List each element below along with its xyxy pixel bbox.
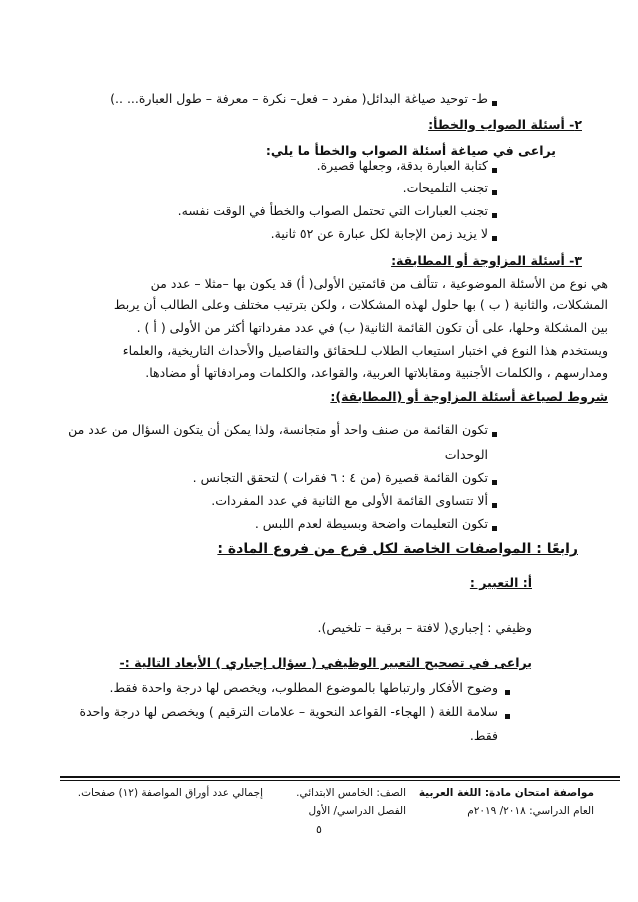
footer-rule-bottom <box>60 780 620 781</box>
bullet-icon <box>492 480 497 485</box>
section2-bullet-4: لا يزيد زمن الإجابة لكل عبارة عن ٥٢ ثانية. <box>270 226 488 241</box>
review-bullet-2-line-1: سلامة اللغة ( الهجاء- القواعد النحوية – علامات الترقيم ) ويخصص لها درجة واحدة <box>79 704 498 719</box>
review-heading: يراعى في تصحيح التعبير الوظيفي ( سؤال إجباري ) الأبعاد التالية :- <box>119 655 532 670</box>
conditions-bullet-1-line-1: تكون القائمة من صنف واحد أو متجانسة، ولذا يمكن أن يتكون السؤال من عدد من <box>68 422 488 437</box>
footer-grade: الصف: الخامس الابتدائي. <box>296 787 406 799</box>
bullet-icon <box>492 213 497 218</box>
footer-rule-top <box>60 776 620 778</box>
footer-spec-title: مواصفة امتحان مادة: اللغة العربية <box>418 787 594 799</box>
section3-para-line-5: ومدارسهم ، والكلمات الأجنبية ومقابلاتها العربية، والقواعد، والكلمات ومرادفاتها أو مضادها. <box>145 365 608 380</box>
footer-term: الفصل الدراسي/ الأول <box>308 805 406 817</box>
bullet-icon <box>505 690 510 695</box>
section4-sub-a: أ: التعبير : <box>469 575 532 590</box>
section4-heading: رابعًا : المواصفات الخاصة لكل فرع من فروع المادة : <box>217 541 578 557</box>
bullet-icon <box>492 190 497 195</box>
section3-para-line-4: ويستخدم هذا النوع في اختبار استيعاب الطلاب لـلحقائق والتفاصيل والأحداث التاريخية، والعلماء <box>122 343 608 358</box>
conditions-heading: شروط لصياغة أسئلة المزاوجة أو (المطابقة): <box>330 389 608 404</box>
page-number: ٥ <box>316 823 322 836</box>
footer-year: العام الدراسي: ٢٠١٨/ ٢٠١٩م <box>467 805 594 817</box>
functional-expression: وظيفي : إجباري( لافتة – برقية – تلخيص). <box>317 620 532 635</box>
section2-heading: ٢- أسئلة الصواب والخطأ: <box>428 117 582 132</box>
conditions-bullet-1-line-2: الوحدات <box>444 447 488 462</box>
bullet-icon <box>492 168 497 173</box>
item-ta: ط- توحيد صياغة البدائل( مفرد – فعل– نكرة – معرفة – طول العبارة... ..) <box>110 91 488 106</box>
section2-bullet-3: تجنب العبارات التي تحتمل الصواب والخطأ في الوقت نفسه. <box>177 203 488 218</box>
bullet-icon <box>492 101 497 106</box>
bullet-icon <box>492 503 497 508</box>
conditions-bullet-4: تكون التعليمات واضحة وبسيطة لعدم اللبس . <box>254 516 488 531</box>
bullet-icon <box>492 526 497 531</box>
review-bullet-1: وضوح الأفكار وارتباطها بالموضوع المطلوب، ويخصص لها درجة واحدة فقط. <box>109 680 498 695</box>
bullet-icon <box>492 432 497 437</box>
footer-pages-total: إجمالي عدد أوراق المواصفة (١٢) صفحات. <box>77 787 263 799</box>
section2-bullet-1: كتابة العبارة بدقة، وجعلها قصيرة. <box>316 158 488 173</box>
section3-para-line-3: بين المشكلة وحلها، على أن تكون القائمة الثانية( ب) في عدد مفرداتها أكثر من الأولى ( أ ) . <box>136 320 608 335</box>
section3-para-line-1: هي نوع من الأسئلة الموضوعية ، تتألف من قائمتين الأولى( أ) قد يكون بها –مثلا – عدد من <box>150 276 608 291</box>
bullet-icon <box>505 714 510 719</box>
bullet-icon <box>492 236 497 241</box>
section2-bullet-2: تجنب التلميحات. <box>402 180 488 195</box>
conditions-bullet-2: تكون القائمة قصيرة (من ٤ : ٦ فقرات ) لتحقق التجانس . <box>192 470 488 485</box>
section3-heading: ٣- أسئلة المزاوجة أو المطابقة: <box>391 253 582 268</box>
review-bullet-2-line-2: فقط. <box>469 728 498 743</box>
section3-para-line-2: المشكلات، والثانية ( ب ) بها حلول لهذه المشكلات ، ولكن بترتيب مختلف وعلى الطالب أن يربط <box>113 297 608 312</box>
section2-intro: يراعى في صياغة أسئلة الصواب والخطأ ما يلي: <box>265 143 556 158</box>
conditions-bullet-3: ألا تتساوى القائمة الأولى مع الثانية في عدد المفردات. <box>211 493 488 508</box>
